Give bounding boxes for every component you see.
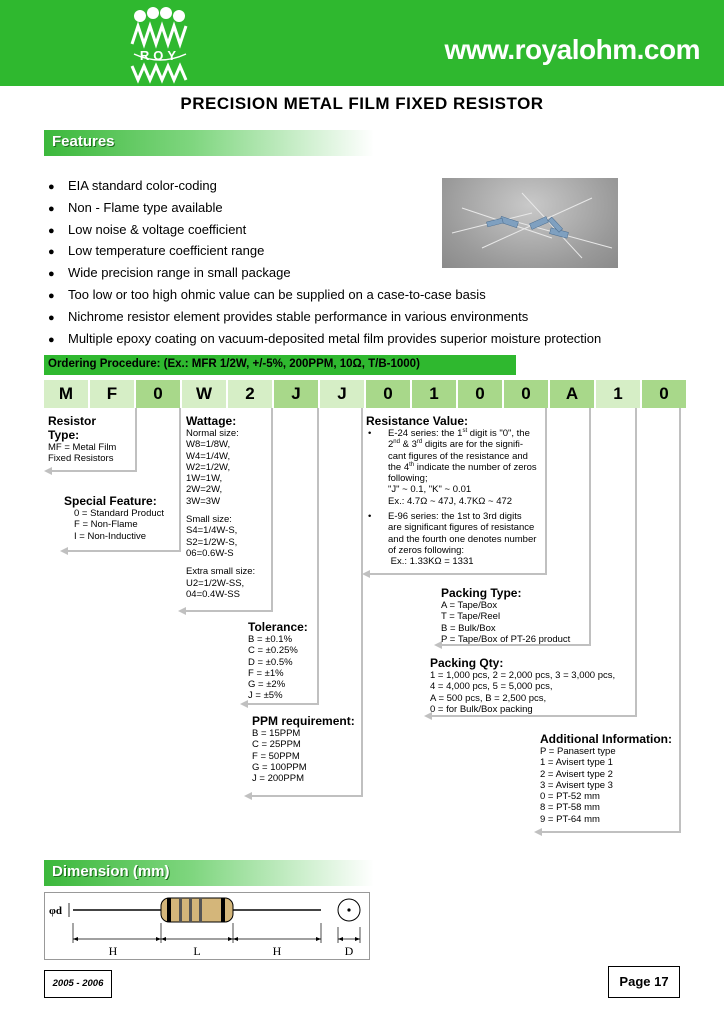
tolerance-line: F = ±1%: [248, 667, 284, 679]
wattage-block: [186, 414, 270, 600]
wattage-line: U2=1/2W-SS,: [186, 577, 245, 589]
tolerance-heading: Tolerance:: [248, 620, 308, 634]
dimension-diagram: [44, 892, 370, 960]
special-feature-block: [64, 494, 176, 542]
ppm-line: B = 15PPM: [252, 728, 301, 739]
wattage-line: W2=1/2W,: [186, 461, 231, 473]
packing-type-block: [441, 586, 591, 645]
feature-item: ● EIA standard color-coding: [48, 178, 217, 193]
color-band: [179, 898, 182, 922]
resistor-type-block: [48, 414, 138, 465]
special-feature-line: I = Non-Inductive: [74, 530, 147, 542]
packing-qty-line: 4 = 4,000 pcs, 5 = 5,000 pcs,: [430, 681, 553, 693]
wattage-line: W4=1/4W,: [186, 450, 231, 462]
packing-type-line: P = Tape/Box of PT-26 product: [441, 633, 571, 645]
wattage-line: W8=1/8W,: [186, 439, 231, 451]
d-label: D: [344, 944, 354, 958]
code-cell: J: [274, 380, 318, 408]
additional-info-heading: Additional Information:: [540, 732, 672, 746]
resistor-type-line: Fixed Resistors: [48, 453, 114, 465]
resistance-e96-item: • E-96 series: the 1st to 3rd digits are significant figures of resistance and the fourth one denotes number of zeros following: Ex.: 1.33KΩ = 1331: [366, 511, 544, 567]
packing-qty-line: 1 = 1,000 pcs, 2 = 2,000 pcs, 3 = 3,000 pcs,: [430, 670, 616, 681]
packing-type-line: T = Tape/Reel: [441, 611, 501, 623]
logo-text: ROY: [139, 48, 181, 63]
wattage-line: 04=0.4W-SS: [186, 588, 240, 600]
ppm-line: F = 50PPM: [252, 750, 300, 762]
wattage-heading: Wattage:: [186, 414, 237, 428]
code-cell: J: [320, 380, 364, 408]
features-heading: Features: [52, 133, 115, 150]
wattage-small-label: Small size:: [186, 514, 232, 526]
feature-item: ● Low noise & voltage coefficient: [48, 221, 247, 237]
code-cell: M: [44, 380, 88, 408]
packing-type-heading: Packing Type:: [441, 586, 522, 600]
packing-qty-heading: Packing Qty:: [430, 656, 504, 670]
wattage-line: 2W=2W,: [186, 484, 223, 496]
code-cell: 0: [366, 380, 410, 408]
wattage-line: 3W=3W: [186, 495, 221, 507]
arrowhead: [178, 607, 186, 615]
code-cell: W: [182, 380, 226, 408]
special-feature-line: 0 = Standard Product: [74, 508, 165, 519]
tolerance-line: D = ±0.5%: [248, 656, 293, 668]
packing-qty-block: [430, 656, 634, 715]
tolerance-line: B = ±0.1%: [248, 634, 293, 645]
resistor-type-line: MF = Metal Film: [48, 442, 117, 453]
additional-info-line: 3 = Avisert type 3: [540, 779, 613, 791]
dimension-heading-band: [44, 860, 374, 886]
arrowhead: [534, 828, 542, 836]
feature-item: ● Non - Flame type available: [48, 199, 223, 215]
arrowhead: [244, 792, 252, 800]
ppm-line: C = 25PPM: [252, 739, 301, 751]
tolerance-line: G = ±2%: [248, 679, 286, 691]
ppm-line: J = 200PPM: [252, 773, 305, 785]
dimension-arrows: [73, 923, 321, 943]
packing-qty-line: A = 500 pcs, B = 2,500 pcs,: [430, 692, 547, 704]
tolerance-line: C = ±0.25%: [248, 645, 298, 657]
feature-item: ● Too low or too high ohmic value can be supplied on a case-to-case basis: [48, 286, 486, 302]
wattage-normal-label: Normal size:: [186, 428, 239, 439]
resistance-value-block: [366, 414, 544, 568]
packing-type-line: A = Tape/Box: [441, 600, 498, 611]
ppm-line: G = 100PPM: [252, 761, 307, 773]
website-url: www.royalohm.com: [444, 34, 700, 65]
code-cell: 0: [136, 380, 180, 408]
h-right-label: H: [272, 944, 282, 958]
additional-info-block: [540, 732, 678, 825]
arrowhead: [44, 467, 52, 475]
l-label: L: [193, 944, 201, 958]
code-cell: 0: [642, 380, 686, 408]
code-cell: 1: [412, 380, 456, 408]
code-cell: 0: [504, 380, 548, 408]
wattage-line: S4=1/4W-S,: [186, 525, 238, 537]
additional-info-line: 8 = PT-58 mm: [540, 802, 600, 814]
resistance-e24-item: • E-24 series: the 1st digit is "0", the 2nd & 3rd digits are for the signifi- cant figures of the resistance and the 4th indicate the number of zeros following; "J" ~ 0.1, "K" ~ 0.01 Ex.: 4.7Ω ~ 47J, 4.7KΩ ~ 472: [366, 428, 544, 507]
feature-item: ● Multiple epoxy coating on vacuum-deposited metal film provides superior moisture protection: [48, 330, 602, 346]
code-cell: 2: [228, 380, 272, 408]
wattage-line: 06=0.6W-S: [186, 547, 234, 559]
packing-type-line: B = Bulk/Box: [441, 622, 496, 634]
resistor-type-heading: Resistor Type:: [48, 414, 97, 442]
footer-year: 2005 - 2006: [44, 970, 112, 998]
code-cell: A: [550, 380, 594, 408]
additional-info-line: 1 = Avisert type 1: [540, 757, 613, 769]
special-feature-heading: Special Feature:: [64, 494, 157, 508]
arrowhead: [240, 700, 248, 708]
page-number: Page 17: [608, 966, 680, 998]
resistance-heading: Resistance Value:: [366, 414, 469, 428]
additional-info-line: P = Panasert type: [540, 746, 616, 757]
phi-d-label: φd: [49, 905, 62, 917]
special-feature-line: F = Non-Flame: [74, 519, 138, 531]
code-cell: 0: [458, 380, 502, 408]
color-band: [199, 898, 202, 922]
additional-info-line: 2 = Avisert type 2: [540, 768, 613, 780]
ordering-procedure-label: Ordering Procedure: (Ex.: MFR 1/2W, +/-5%, 200PPM, 10Ω, T/B-1000): [48, 358, 420, 370]
wattage-line: 1W=1W,: [186, 473, 223, 485]
feature-item: ● Wide precision range in small package: [48, 265, 291, 281]
tolerance-block: [248, 620, 318, 702]
wattage-extra-label: Extra small size:: [186, 566, 256, 578]
packing-qty-line: 0 = for Bulk/Box packing: [430, 703, 533, 715]
ppm-heading: PPM requirement:: [252, 714, 355, 728]
code-cell: 1: [596, 380, 640, 408]
page-title: PRECISION METAL FILM FIXED RESISTOR: [180, 94, 544, 113]
tolerance-line: J = ±5%: [248, 690, 283, 702]
code-cell: F: [90, 380, 134, 408]
feature-item: ● Low temperature coefficient range: [48, 243, 265, 259]
feature-item: ● Nichrome resistor element provides stable performance in various environments: [48, 308, 529, 324]
arrowhead: [362, 570, 370, 578]
additional-info-line: 9 = PT-64 mm: [540, 813, 600, 825]
color-band: [167, 898, 171, 922]
arrowhead: [60, 547, 68, 555]
dimension-heading: Dimension (mm): [52, 863, 170, 880]
color-band: [189, 898, 192, 922]
wattage-line: S2=1/2W-S,: [186, 536, 238, 548]
color-band: [221, 898, 225, 922]
end-view-center: [347, 908, 350, 911]
h-left-label: H: [108, 944, 118, 958]
ppm-block: [252, 714, 360, 784]
additional-info-line: 0 = PT-52 mm: [540, 791, 600, 803]
